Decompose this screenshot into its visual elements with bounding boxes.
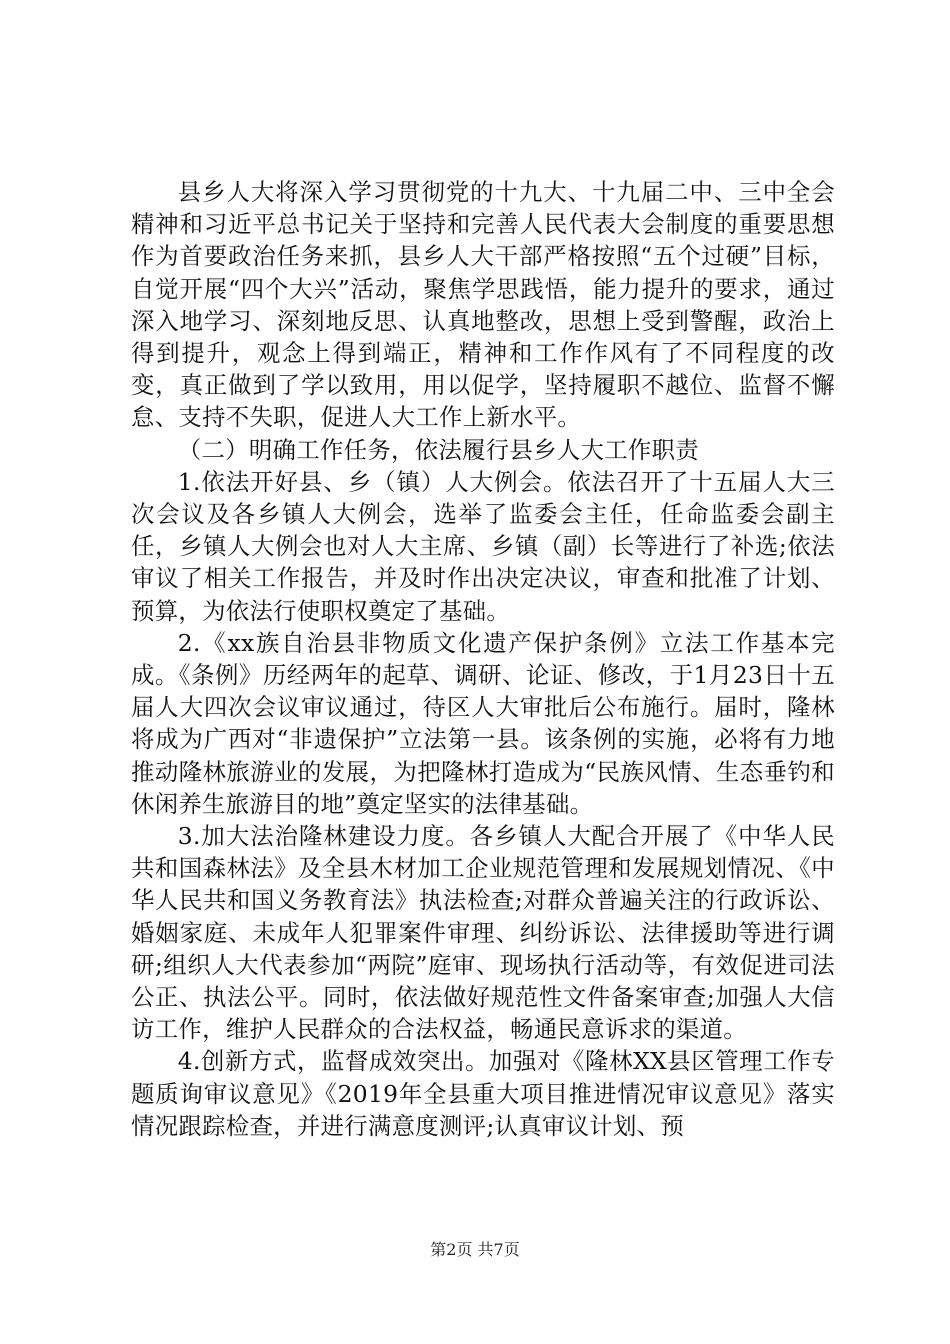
paragraph-item-1-regular-meetings: 1.依法开好县、乡（镇）人大例会。依法召开了十五届人大三次会议及各乡镇人大例会，选举了监委会主任，任命监委会副主任，乡镇人大例会也对人大主席、乡镇（副）长等进行了补选;依法审议了相关工作报告，并及时作出决定决议，审查和批准了计划、预算，为依法行使职权奠定了基础。 [131,467,835,625]
section-heading-work-tasks: （二）明确工作任务，依法履行县乡人大工作职责 [177,435,699,464]
page-number-footer: 第2页 共7页 [430,1240,520,1259]
document-body [131,176,835,1142]
paragraph-item-4-supervision: 4.创新方式，监督成效突出。加强对《隆林XX县区管理工作专题质询审议意见》《2019年全县重大项目推进情况审议意见》落实情况跟踪检查，并进行满意度测评;认真审议计划、预 [131,1047,835,1140]
paragraph-item-3-rule-of-law: 3.加大法治隆林建设力度。各乡镇人大配合开展了《中华人民共和国森林法》及全县木材加工企业规范管理和发展规划情况、《中华人民共和国义务教育法》执法检查;对群众普遍关注的行政诉讼、婚姻家庭、未成年人犯罪案件审理、纠纷诉讼、法律援助等进行调研;组织人大代表参加“两院”庭审、现场执行活动等，有效促进司法公正、执法公平。同时，依法做好规范性文件备案审查;加强人大信访工作，维护人民群众的合法权益，畅通民意诉求的渠道。 [131,822,835,1044]
paragraph-item-2-heritage-regulation: 2.《xx族自治县非物质文化遗产保护条例》立法工作基本完成。《条例》历经两年的起草、调研、论证、修改，于1月23日十五届人大四次会议审议通过，待区人大审批后公布施行。届时，隆林将成为广西对“非遗保护”立法第一县。该条例的实施，必将有力地推动隆林旅游业的发展，为把隆林打造成为“民族风情、生态垂钓和休闲养生旅游目的地”奠定坚实的法律基础。 [131,628,835,818]
paragraph-study-implementation: 县乡人大将深入学习贯彻党的十九大、十九届二中、三中全会精神和习近平总书记关于坚持和完善人民代表大会制度的重要思想作为首要政治任务来抓，县乡人大干部严格按照“五个过硬”目标，自觉开展“四个大兴”活动，聚焦学思践悟，能力提升的要求，通过深入地学习、深刻地反思、认真地整改，思想上受到警醒，政治上得到提升，观念上得到端正，精神和工作作风有了不同程度的改变，真正做到了学以致用，用以促学，坚持履职不越位、监督不懈怠、支持不失职，促进人大工作上新水平。 [131,178,835,432]
